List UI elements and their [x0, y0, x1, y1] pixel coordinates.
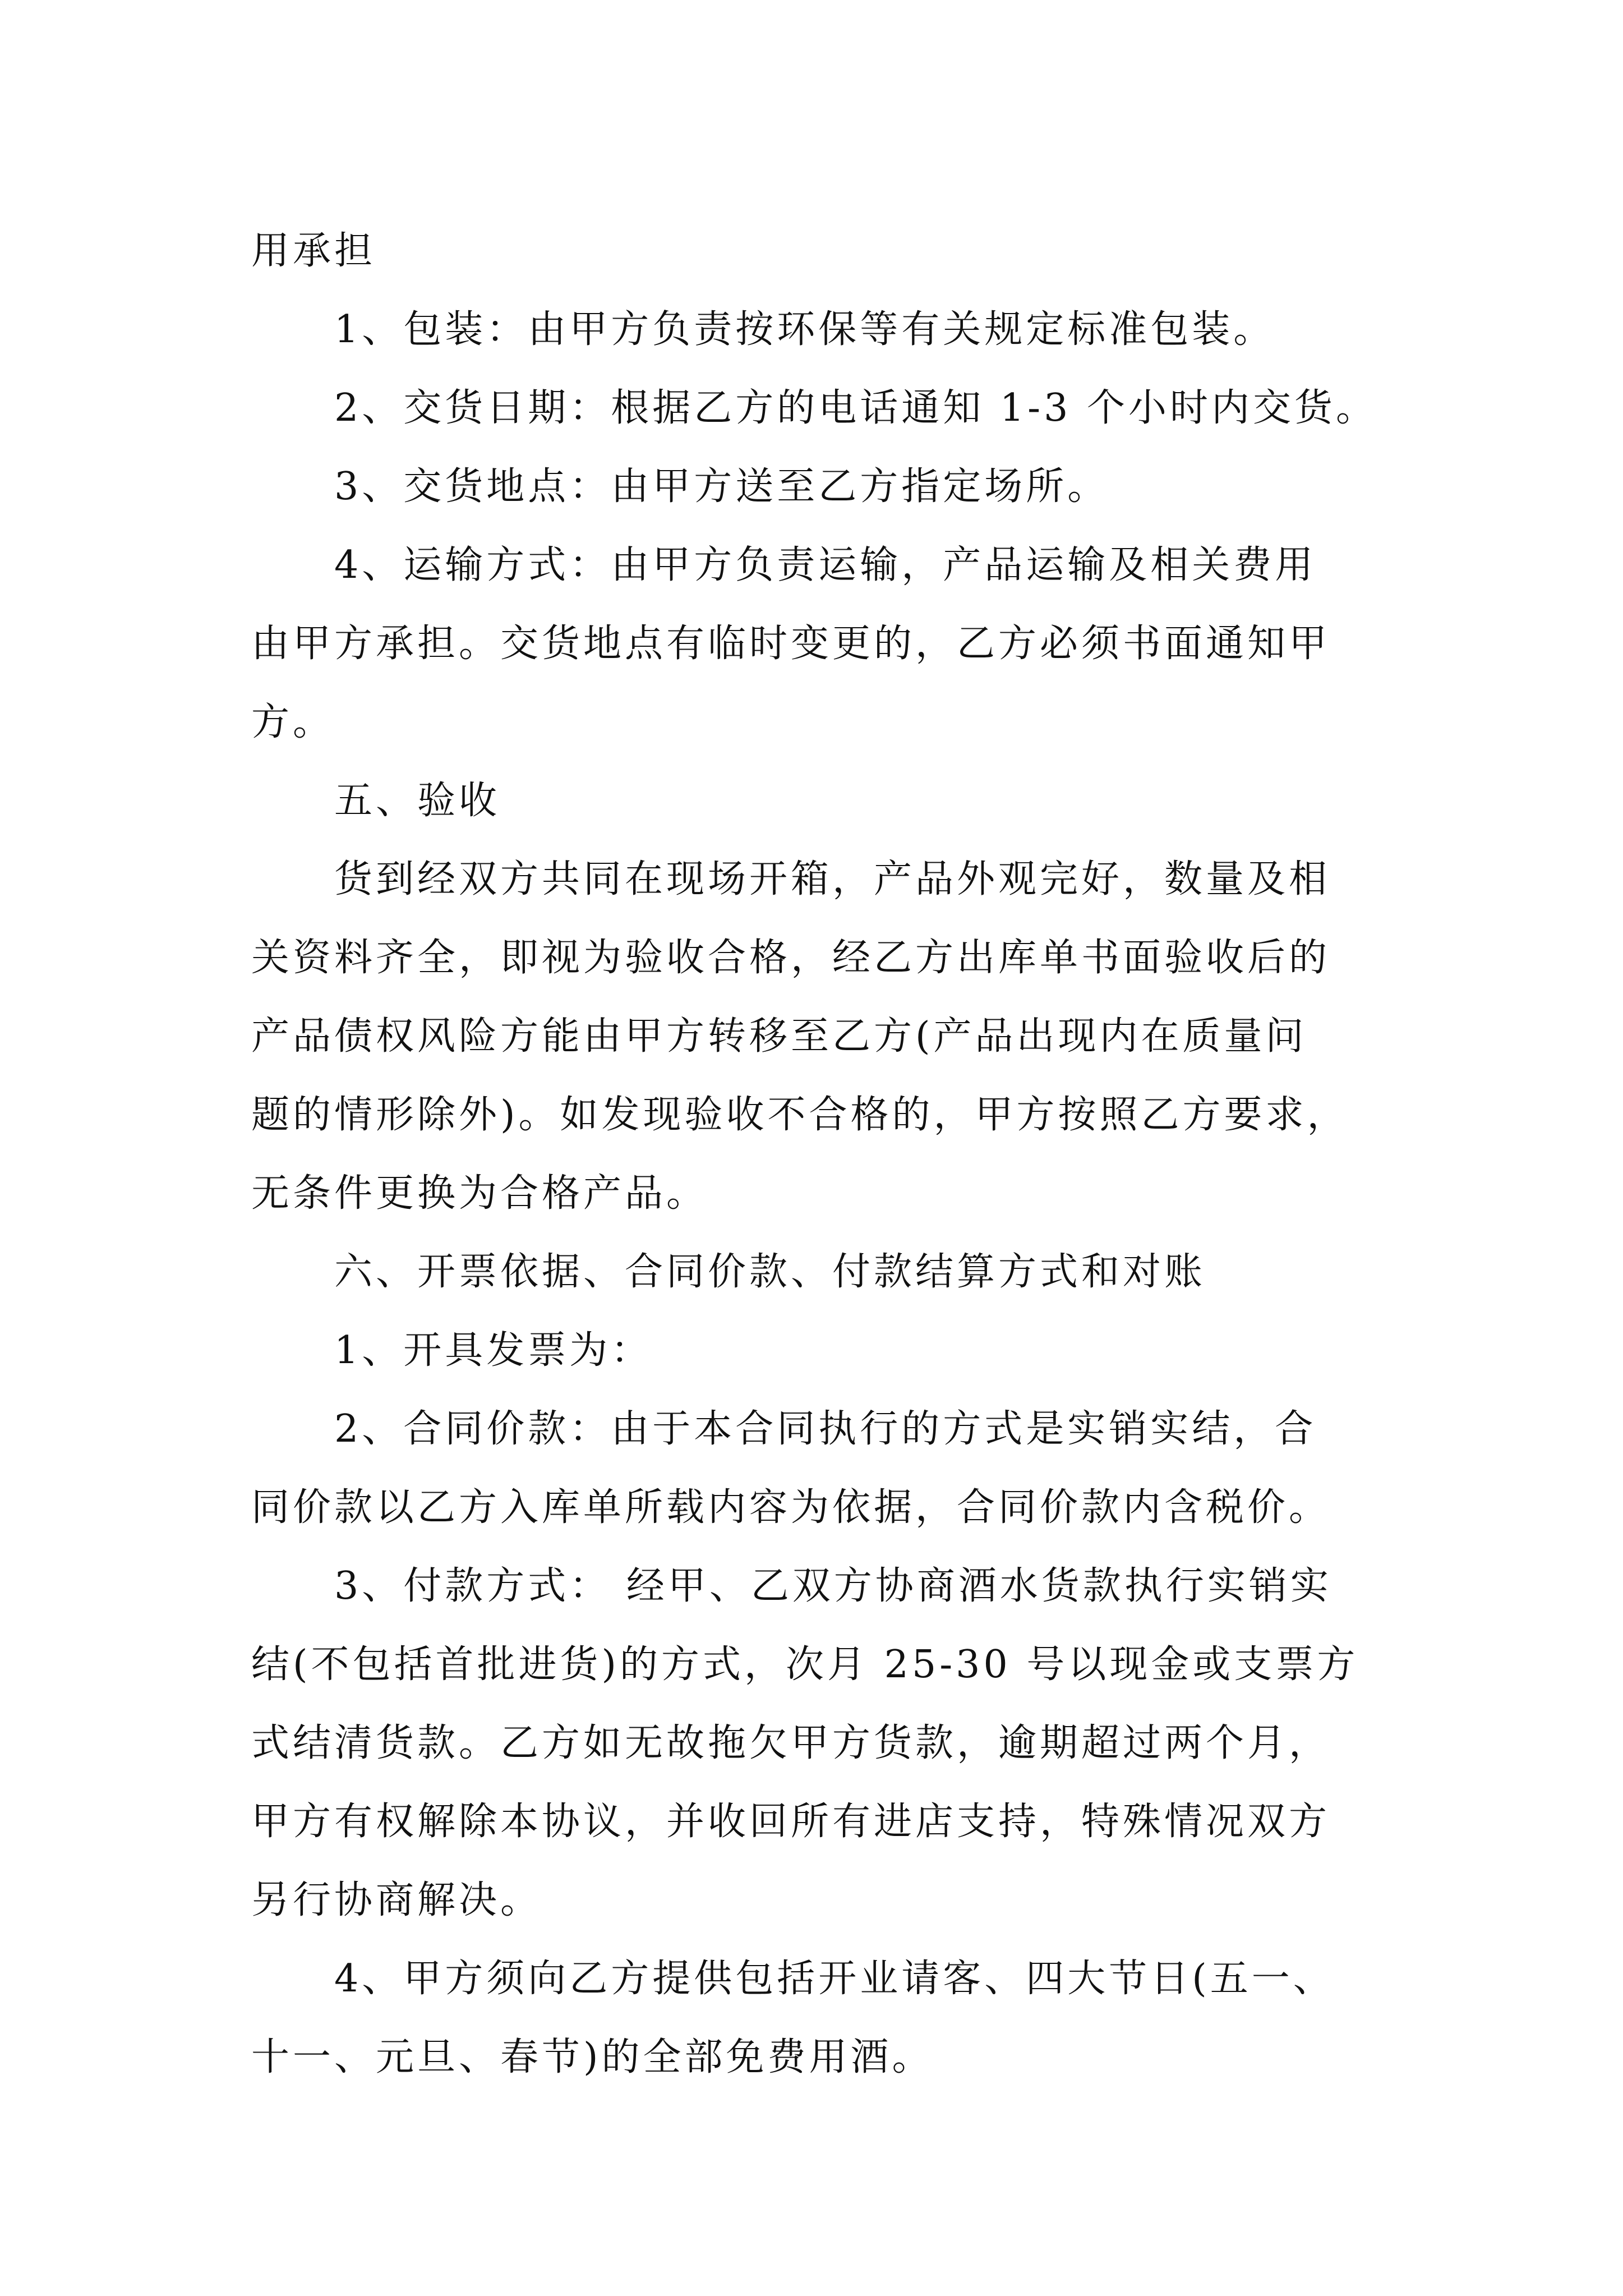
text-line: 产品债权风险方能由甲方转移至乙方(产品出现内在质量问	[251, 1014, 1307, 1059]
text-line: 另行协商解决。	[251, 1878, 542, 1922]
text-line: 3、交货地点：由甲方送至乙方指定场所。	[334, 464, 1109, 509]
text-line: 题的情形除外)。如发现验收不合格的，甲方按照乙方要求，	[251, 1093, 1349, 1137]
text-line: 无条件更换为合格产品。	[251, 1171, 708, 1216]
text-line: 1、开具发票为：	[334, 1328, 653, 1373]
text-line: 货到经双方共同在现场开箱，产品外观完好，数量及相	[334, 857, 1331, 901]
text-line: 结(不包括首批进货)的方式，次月 25-30 号以现金或支票方	[251, 1642, 1359, 1687]
text-line: 同价款以乙方入库单所载内容为依据，合同价款内含税价。	[251, 1485, 1331, 1530]
text-line: 4、运输方式：由甲方负责运输，产品运输及相关费用	[334, 543, 1317, 587]
text-line: 方。	[251, 700, 335, 744]
document-body	[251, 212, 1407, 2097]
section-heading: 五、验收	[334, 779, 501, 823]
text-line: 关资料齐全，即视为验收合格，经乙方出库单书面验收后的	[251, 936, 1331, 980]
text-line: 2、合同价款：由于本合同执行的方式是实销实结，合	[334, 1407, 1317, 1451]
text-line: 式结清货款。乙方如无故拖欠甲方货款，逾期超过两个月，	[251, 1721, 1331, 1765]
text-line: 用承担	[251, 229, 376, 273]
section-heading: 六、开票依据、合同价款、付款结算方式和对账	[334, 1250, 1206, 1294]
text-line: 甲方有权解除本协议，并收回所有进店支持，特殊情况双方	[251, 1800, 1331, 1844]
text-line: 3、付款方式： 经甲、乙双方协商酒水货款执行实销实	[334, 1564, 1332, 1608]
text-line: 1、包装：由甲方负责按环保等有关规定标准包装。	[334, 307, 1275, 352]
text-line: 由甲方承担。交货地点有临时变更的，乙方必须书面通知甲	[251, 622, 1331, 666]
text-line: 十一、元旦、春节)的全部免费用酒。	[251, 2035, 934, 2079]
text-line: 2、交货日期：根据乙方的电话通知 1-3 个小时内交货。	[334, 386, 1377, 430]
text-line: 4、甲方须向乙方提供包括开业请客、四大节日(五一、	[334, 1957, 1335, 2001]
